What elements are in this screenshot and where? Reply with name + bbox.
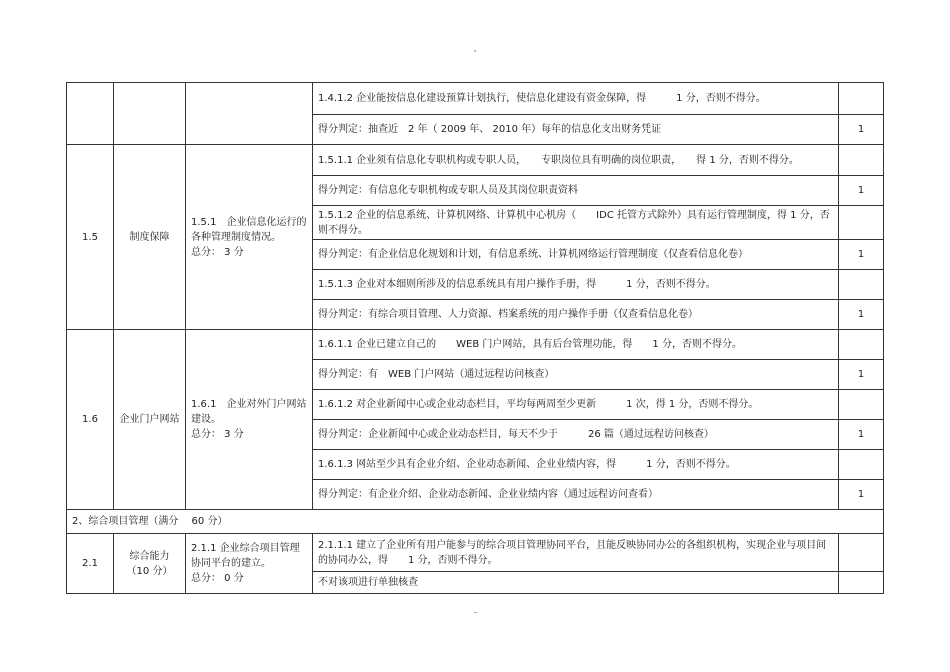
section-description	[186, 534, 313, 594]
section-number: 1.5	[67, 145, 114, 330]
criterion-text: 1.6.1.2 对企业新闻中心或企业动态栏目，平均每两周至少更新 1 次，得 1 分，否则不得分。	[313, 390, 839, 420]
table-row	[67, 534, 884, 572]
score-value: 1	[839, 360, 884, 390]
judgement-text: 得分判定：有 WEB 门户网站（通过远程访问核查）	[313, 360, 839, 390]
scoring-table-page	[66, 82, 883, 594]
score-cell-empty	[839, 83, 884, 115]
criterion-text: 1.6.1.1 企业已建立自己的 WEB 门户网站，具有后台管理功能，得 1 分，否则不得分。	[313, 330, 839, 360]
section-header: 2、综合项目管理（满分 60 分）	[67, 510, 884, 534]
section-number: 2.1	[67, 534, 114, 594]
score-value: 1	[839, 300, 884, 330]
section-total: 总分： 3 分	[191, 429, 244, 440]
cell-blank	[186, 83, 313, 145]
score-cell-empty	[839, 270, 884, 300]
score-value: 1	[839, 240, 884, 270]
score-cell-empty	[839, 330, 884, 360]
section-name: 制度保障	[114, 145, 186, 330]
page-dot	[474, 612, 477, 613]
section-description	[186, 330, 313, 510]
section-name: 综合能力（10 分）	[114, 534, 186, 594]
section-description	[186, 145, 313, 330]
section-total: 总分： 3 分	[191, 246, 244, 258]
score-cell-empty	[839, 572, 884, 594]
criterion-text: 1.5.1.2 企业的信息系统、计算机网络、计算机中心机房（ IDC 托管方式除外）具有运行管理制度，得 1 分，否则不得分。	[313, 206, 839, 240]
score-cell-empty	[839, 450, 884, 480]
score-cell-empty	[839, 390, 884, 420]
judgement-text: 得分判定：企业新闻中心或企业动态栏目，每天不少于 26 篇（通过远程访问核查）	[313, 420, 839, 450]
score-cell-empty	[839, 534, 884, 572]
table-row	[67, 330, 884, 360]
score-value: 1	[839, 176, 884, 206]
scoring-table	[66, 82, 884, 594]
section-number: 1.6	[67, 330, 114, 510]
page-dot	[474, 50, 476, 52]
table-row	[67, 83, 884, 115]
criterion-text: 1.4.1.2 企业能按信息化建设预算计划执行，使信息化建设有资金保障，得 1 分，否则不得分。	[313, 83, 839, 115]
criterion-text: 1.5.1.3 企业对本细则所涉及的信息系统具有用户操作手册，得 1 分，否则不得分。	[313, 270, 839, 300]
section-desc-text: 1.5.1 企业信息化运行的各种管理制度情况。	[191, 216, 307, 243]
score-cell-empty	[839, 145, 884, 176]
judgement-text: 得分判定：抽查近 2 年（ 2009 年、 2010 年）每年的信息化支出财务凭证	[313, 115, 839, 145]
judgement-text: 不对该项进行单独核查	[313, 572, 839, 594]
criterion-text: 1.6.1.3 网站至少具有企业介绍、企业动态新闻、企业业绩内容，得 1 分，否则不得分。	[313, 450, 839, 480]
score-value: 1	[839, 480, 884, 510]
score-value: 1	[839, 115, 884, 145]
section-name: 企业门户网站	[114, 330, 186, 510]
cell-blank	[114, 83, 186, 145]
score-value: 1	[839, 420, 884, 450]
table-row	[67, 145, 884, 176]
section-desc-text: 1.6.1 企业对外门户网站建设。	[191, 399, 307, 425]
judgement-text: 得分判定：有综合项目管理、人力资源、档案系统的用户操作手册（仅查看信息化卷）	[313, 300, 839, 330]
criterion-text: 2.1.1.1 建立了企业所有用户能参与的综合项目管理协同平台，且能反映协同办公的各组织机构，实现企业与项目间的协同办公，得 1 分，否则不得分。	[313, 534, 839, 572]
judgement-text: 得分判定：有企业信息化规划和计划，有信息系统、计算机网络运行管理制度（仅查看信息化卷）	[313, 240, 839, 270]
judgement-text: 得分判定：有企业介绍、企业动态新闻、企业业绩内容（通过远程访问查看）	[313, 480, 839, 510]
section-desc-text: 2.1.1 企业综合项目管理协同平台的建立。	[191, 543, 300, 569]
section-header-row	[67, 510, 884, 534]
judgement-text: 得分判定：有信息化专职机构或专职人员及其岗位职责资料	[313, 176, 839, 206]
section-total: 总分： 0 分	[191, 573, 244, 584]
criterion-text: 1.5.1.1 企业须有信息化专职机构或专职人员， 专职岗位具有明确的岗位职责， 得 1 分，否则不得分。	[313, 145, 839, 176]
score-cell-empty	[839, 206, 884, 240]
cell-blank	[67, 83, 114, 145]
